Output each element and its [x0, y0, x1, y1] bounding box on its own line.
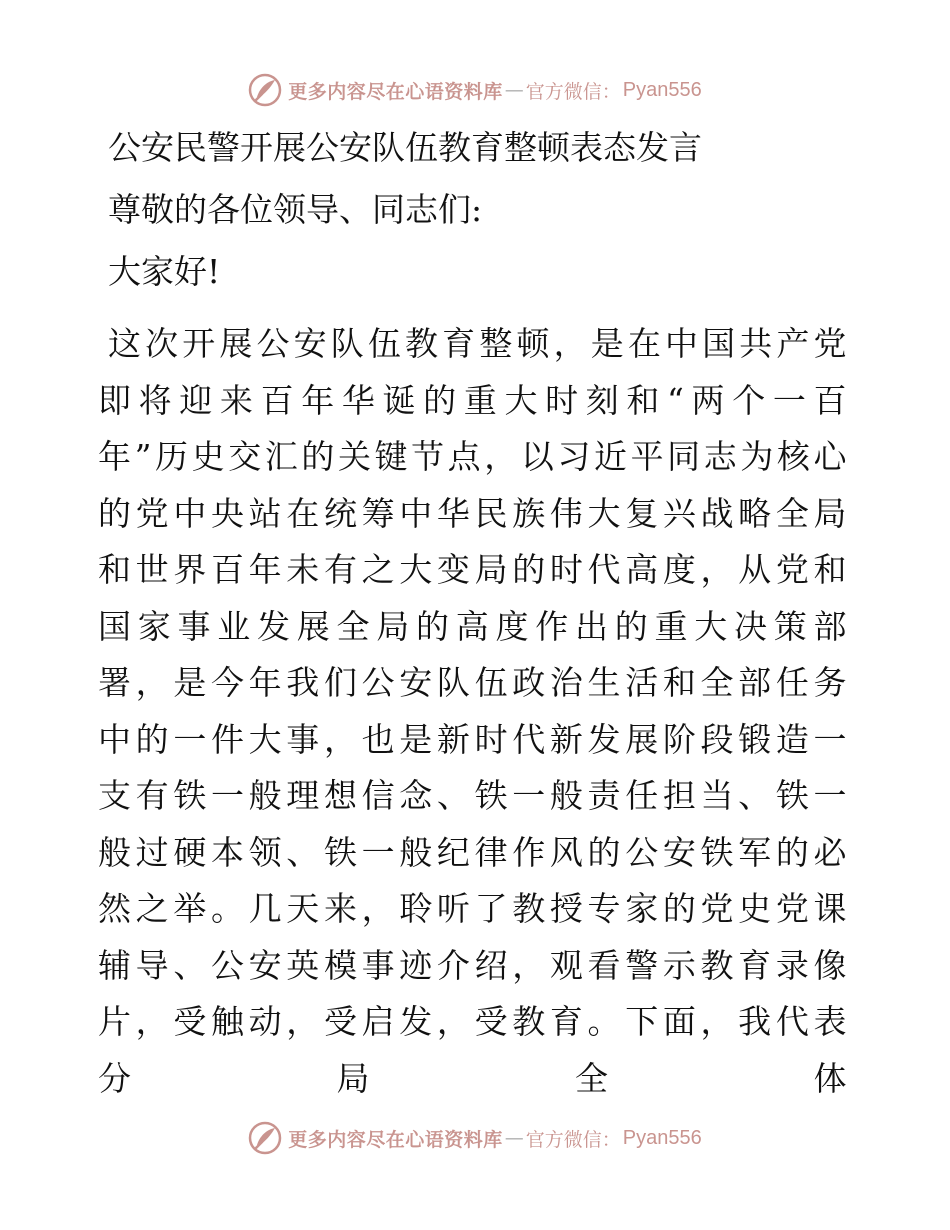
body-paragraph: 这次开展公安队伍教育整顿，是在中国共产党即将迎来百年华诞的重大时刻和“两个一百年”历史交汇的关键节点，以习近平同志为核心的党中央站在统筹中华民族伟大复兴战略全局和世界百年未有之大变局的时代高度，从党和国家事业发展全局的高度作出的重大决策部署，是今年我们公安队伍政治生活和全部任务中的一件大事，也是新时代新发展阶段锻造一支有铁一般理想信念、铁一般责任担当、铁一般过硬本领、铁一般纪律作风的公安铁军的必然之举。几天来，聆听了教授专家的党史党课辅导、公安英模事迹介绍，观看警示教育录像片，受触动，受启发，受教育。下面，我代表分局全体	[98, 324, 850, 1098]
greeting: 大家好!	[108, 252, 221, 291]
watermark-wechat-label: 官方微信：	[525, 1128, 621, 1151]
logo-icon	[248, 73, 282, 107]
document-body	[98, 120, 850, 1107]
document-title: 公安民警开展公安队伍教育整顿表态发言	[108, 128, 702, 167]
logo-icon	[248, 1121, 282, 1155]
footer-watermark	[0, 1118, 950, 1158]
watermark-site-text: 更多内容尽在心语资料库	[288, 1128, 503, 1151]
watermark-wechat-id: Pyan556	[622, 78, 702, 101]
watermark-separator: —	[504, 1127, 524, 1149]
salutation: 尊敬的各位领导、同志们:	[108, 190, 483, 229]
watermark-wechat-id: Pyan556	[622, 1126, 702, 1149]
watermark-separator: —	[504, 79, 524, 101]
header-watermark	[0, 70, 950, 110]
watermark-site-text: 更多内容尽在心语资料库	[288, 80, 503, 103]
watermark-wechat-label: 官方微信：	[525, 80, 621, 103]
